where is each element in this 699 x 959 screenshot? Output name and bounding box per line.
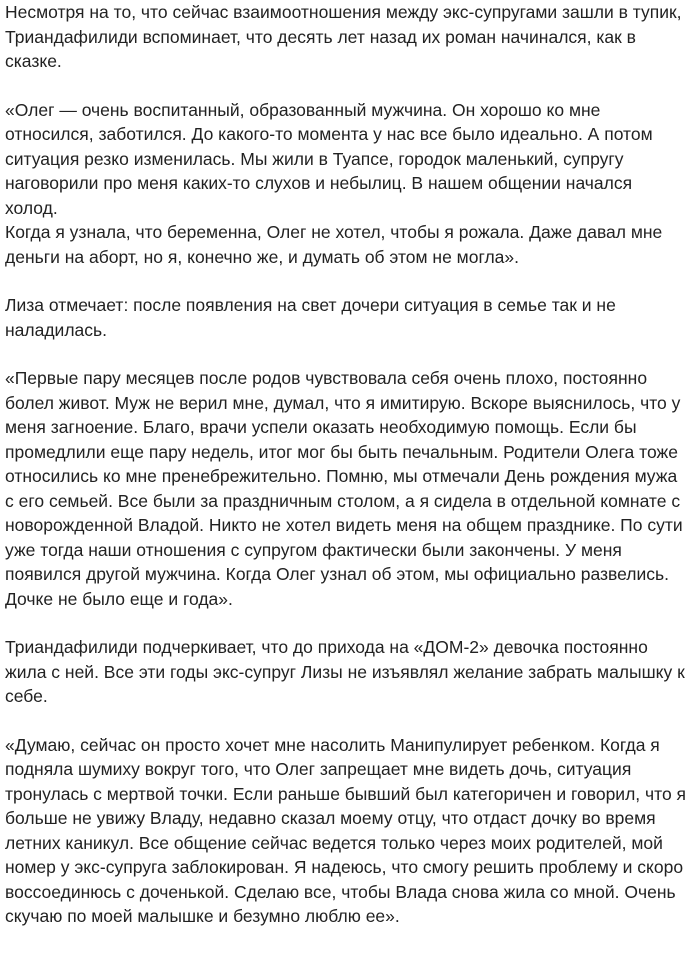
paragraph-dom2: Триандафилиди подчеркивает, что до прихода на «ДОМ-2» девочка постоянно жила с ней. Все эти годы экс-супруг Лизы не изъявлял желание забрать малышку к себе.: [5, 637, 685, 706]
paragraph-intro: Несмотря на то, что сейчас взаимоотношения между экс-супругами зашли в тупик, Триандафилиди вспоминает, что десять лет назад их роман начинался, как в сказке.: [5, 2, 682, 71]
paragraph-quote-olег: «Олег — очень воспитанный, образованный мужчина. Он хорошо ко мне относился, заботился. До какого-то момента у нас все было идеально. А потом ситуация резко изменилась. Мы жили в Туапсе, городок маленький, супругу наговорили про меня каких-то слухов и небылиц. В нашем общении начался холод.: [5, 99, 653, 218]
paragraph-quote-pregnancy: Когда я узнала, что беременна, Олег не хотел, чтобы я рожала. Даже давал мне деньги на аборт, но я, конечно же, и думать об этом не могла».: [5, 222, 663, 267]
paragraph-quote-now: «Думаю, сейчас он просто хочет мне насолить Манипулирует ребенком. Когда я подняла шумиху вокруг того, что Олег запрещает мне видеть дочь, ситуация тронулась с мертвой точки. Если раньше бывший был категоричен и говорил, что я больше не увижу Владу, недавно сказал моему отцу, что отдаст дочку во время летних каникул. Все общение сейчас ведется только через моих родителей, мой номер у экс-супруга заблокирован. Я надеюсь, что смогу решить проблему и скоро воссоединюсь с доченькой. Сделаю все, чтобы Влада снова жила со мной. Очень скучаю по моей малышке и безумно люблю ее».: [5, 734, 687, 926]
paragraph-liza-notes: Лиза отмечает: после появления на свет дочери ситуация в семье так и не наладилась.: [5, 295, 616, 340]
paragraph-quote-after-birth: «Первые пару месяцев после родов чувствовала себя очень плохо, постоянно болел живот. Муж не верил мне, думал, что я имитирую. Вскоре выяснилось, что у меня загноение. Благо, врачи успели оказать необходимую помощь. Если бы промедлили еще пару недель, итог мог бы быть печальным. Родители Олега тоже относились ко мне пренебрежительно. Помню, мы отмечали День рождения мужа с его семьей. Все были за праздничным столом, а я сидела в отдельной комнате с новорожденной Владой. Никто не хотел видеть меня на общем празднике. По сути уже тогда наши отношения с супругом фактически были закончены. У меня появился другой мужчина. Когда Олег узнал об этом, мы официально развелись. Дочке не было еще и года».: [5, 368, 683, 609]
